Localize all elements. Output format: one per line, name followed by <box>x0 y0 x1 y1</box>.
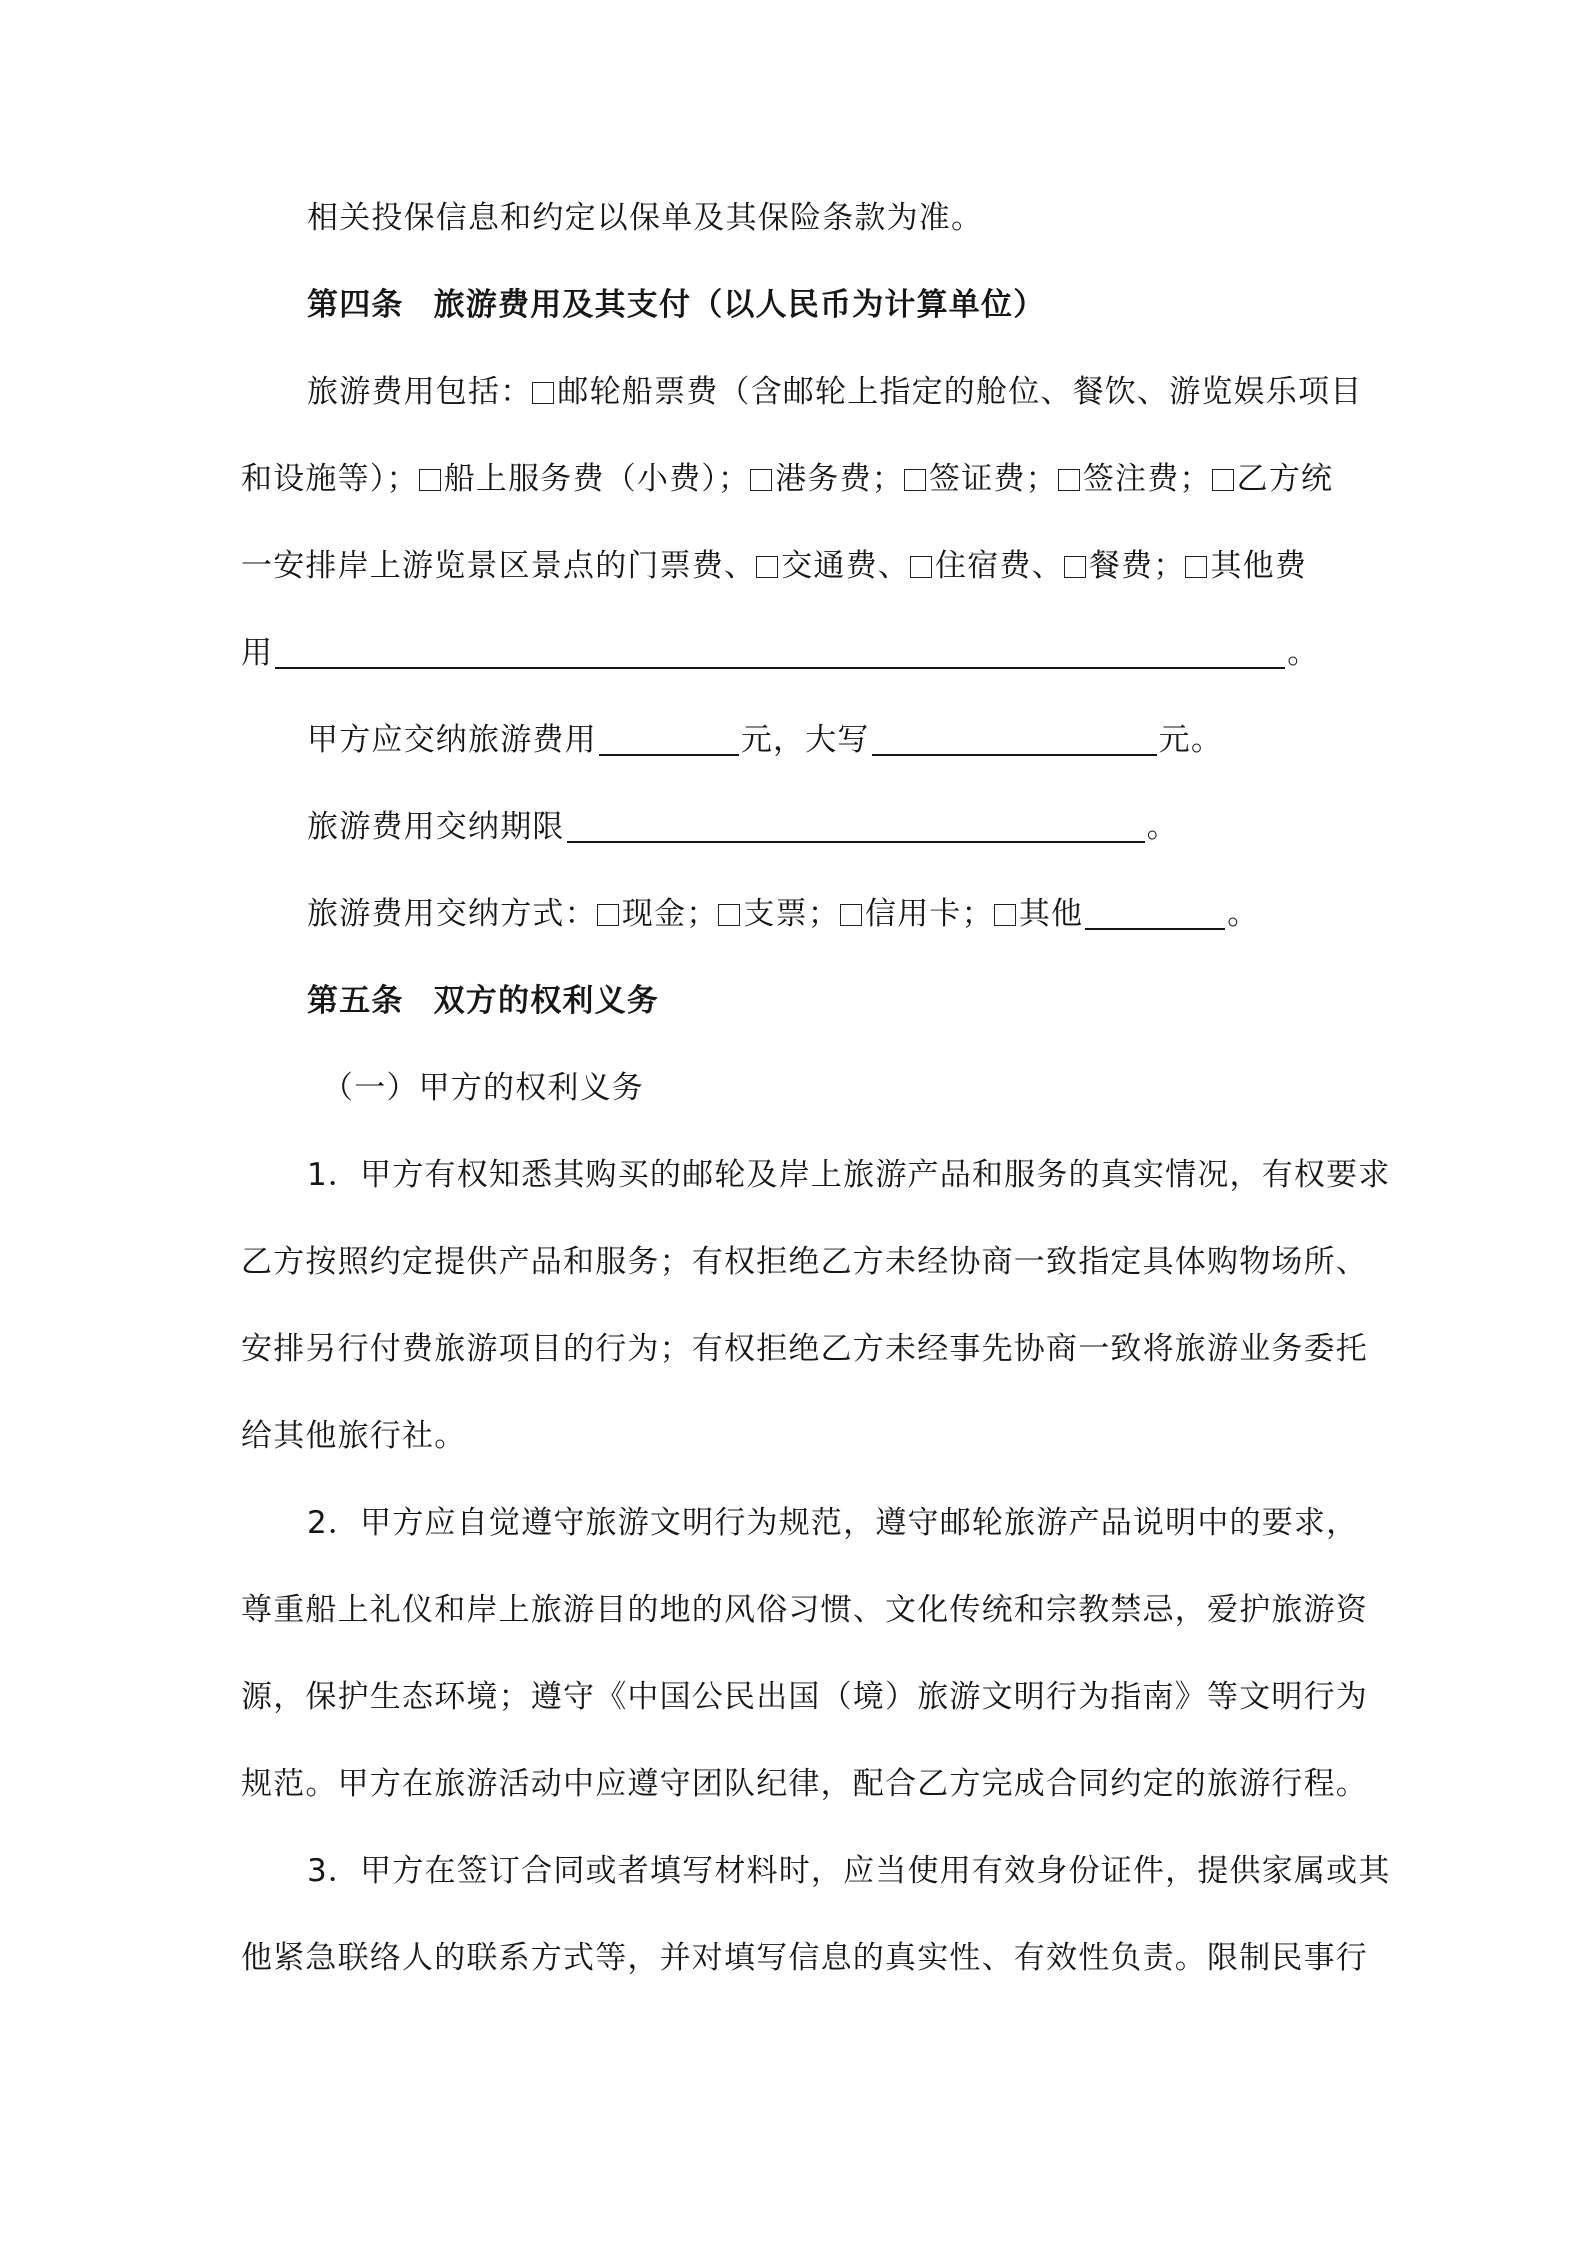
method-cash: 现金； <box>621 896 719 932</box>
article-4-title: 旅游费用及其支付（以人民币为计算单位） <box>433 287 1046 323</box>
para-2-line-3: 源，保护生态环境；遵守《中国公民出国（境）旅游文明行为指南》等文明行为 <box>241 1679 1368 1715</box>
fee-accommodation: 住宿费、 <box>935 548 1064 584</box>
fee-endorsement: 签注费； <box>1082 461 1212 497</box>
fee-line-4 <box>241 631 1319 675</box>
checkbox-other-method[interactable] <box>994 904 1016 926</box>
para-2-line-4: 规范。甲方在旅游活动中应遵守团队纪律，配合乙方完成合同约定的旅游行程。 <box>241 1766 1368 1802</box>
fee-meals: 餐费； <box>1088 548 1186 584</box>
checkbox-cheque[interactable] <box>718 904 740 926</box>
article-4-heading <box>307 283 1045 327</box>
fee-line-3 <box>241 544 1307 588</box>
fee-onboard-service: 船上服务费（小费）； <box>443 461 751 497</box>
method-cheque: 支票； <box>743 896 841 932</box>
checkbox-cruise-ticket[interactable] <box>532 382 554 404</box>
fee-label: 旅游费用包括： <box>307 374 533 410</box>
fee-shore-a: 乙方统 <box>1236 461 1334 497</box>
other-fee-blank[interactable] <box>275 637 1285 669</box>
other-method-blank[interactable] <box>1085 898 1225 930</box>
amount-uppercase-blank[interactable] <box>872 724 1157 756</box>
insurance-note-line: 相关投保信息和约定以保单及其保险条款为准。 <box>307 200 984 236</box>
fee-shore-b: 一安排岸上游览景区景点的门票费、 <box>241 548 757 584</box>
article-5-title: 双方的权利义务 <box>433 983 660 1019</box>
deadline-blank[interactable] <box>567 811 1145 843</box>
para-2-line-1: 2．甲方应自觉遵守旅游文明行为规范，遵守邮轮旅游产品说明中的要求， <box>307 1505 1359 1541</box>
checkbox-other-fee[interactable] <box>1185 556 1207 578</box>
para-2-line-2: 尊重船上礼仪和岸上旅游目的地的风俗习惯、文化传统和宗教禁忌，爱护旅游资 <box>241 1592 1368 1628</box>
fee-transport: 交通费、 <box>781 548 911 584</box>
method-label: 旅游费用交纳方式： <box>307 896 597 932</box>
method-end: 。 <box>1227 896 1260 932</box>
checkbox-shore-tickets[interactable] <box>1212 469 1234 491</box>
checkbox-visa-fee[interactable] <box>904 469 926 491</box>
fee-other-b: 用 <box>241 635 274 671</box>
para-1-line-2: 乙方按照约定提供产品和服务；有权拒绝乙方未经协商一致指定具体购物场所、 <box>241 1244 1368 1280</box>
checkbox-meals[interactable] <box>1064 556 1086 578</box>
para-1-line-3: 安排另行付费旅游项目的行为；有权拒绝乙方未经事先协商一致将旅游业务委托 <box>241 1331 1368 1367</box>
fee-cruise-ticket: 邮轮船票费（含邮轮上指定的舱位、餐饮、游览娱乐项目 <box>557 374 1363 410</box>
fee-visa: 签证费； <box>929 461 1058 497</box>
fee-line-1 <box>307 370 1362 414</box>
payment-deadline-line <box>307 805 1179 849</box>
checkbox-cash[interactable] <box>597 904 619 926</box>
method-other: 其他 <box>1018 896 1084 932</box>
fee-line-end: 。 <box>1287 635 1320 671</box>
payment-uppercase-label: 元，大写 <box>740 722 870 758</box>
deadline-end: 。 <box>1146 809 1179 845</box>
checkbox-accommodation[interactable] <box>910 556 932 578</box>
article-4-number: 第四条 <box>307 287 404 323</box>
fee-facilities: 和设施等）； <box>241 461 419 497</box>
payment-label: 甲方应交纳旅游费用 <box>307 722 597 758</box>
fee-other-a: 其他费 <box>1210 548 1308 584</box>
fee-line-2 <box>241 457 1333 501</box>
article-5-heading <box>307 979 659 1023</box>
section-1-heading: （一）甲方的权利义务 <box>322 1070 644 1106</box>
checkbox-onboard-service[interactable] <box>419 469 441 491</box>
payment-unit: 元。 <box>1158 722 1224 758</box>
checkbox-transport[interactable] <box>756 556 778 578</box>
deadline-label: 旅游费用交纳期限 <box>307 809 565 845</box>
para-3-line-2: 他紧急联络人的联系方式等，并对填写信息的真实性、有效性负责。限制民事行 <box>241 1940 1368 1976</box>
checkbox-credit-card[interactable] <box>840 904 862 926</box>
method-credit-card: 信用卡； <box>865 896 994 932</box>
fee-port: 港务费； <box>775 461 905 497</box>
para-1-line-1: 1．甲方有权知悉其购买的邮轮及岸上旅游产品和服务的真实情况，有权要求 <box>307 1157 1391 1193</box>
checkbox-port-fee[interactable] <box>750 469 772 491</box>
payment-amount-line <box>307 718 1223 762</box>
amount-blank[interactable] <box>599 724 739 756</box>
payment-method-line <box>307 892 1259 936</box>
para-3-line-1: 3．甲方在签订合同或者填写材料时，应当使用有效身份证件，提供家属或其 <box>307 1853 1391 1889</box>
para-1-line-4: 给其他旅行社。 <box>241 1418 467 1454</box>
checkbox-endorsement-fee[interactable] <box>1058 469 1080 491</box>
article-5-number: 第五条 <box>307 983 404 1019</box>
